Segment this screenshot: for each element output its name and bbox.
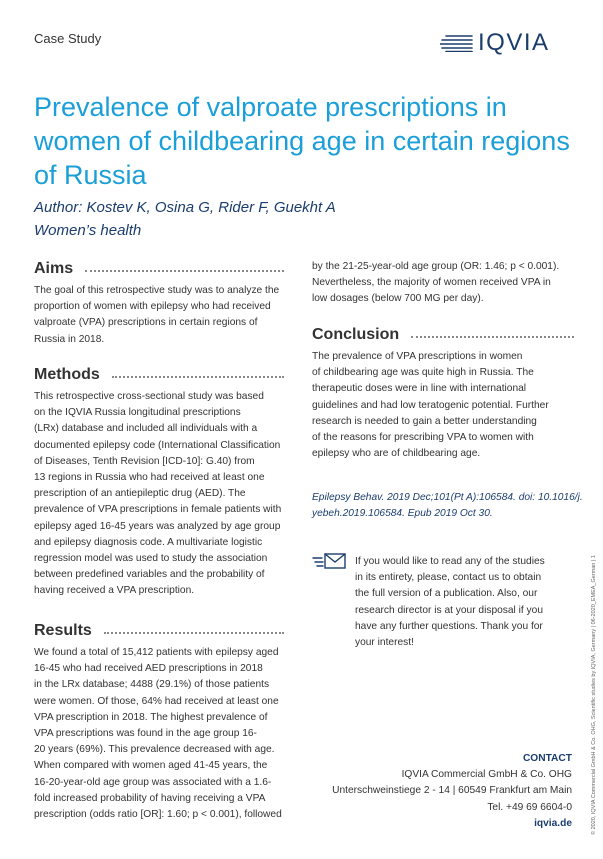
conclusion-line: therapeutic doses were in line with international — [312, 383, 527, 395]
envelope-icon — [312, 552, 346, 570]
right-column — [312, 0, 583, 859]
methods-heading: Methods — [34, 366, 284, 384]
contact-note-line: your interest! — [355, 637, 414, 649]
results-continued-line: Nevertheless, the majority of women received VPA in — [312, 277, 551, 289]
doc-type-label: Case Study — [34, 31, 102, 46]
contact-website-link[interactable]: iqvia.de — [534, 817, 572, 829]
results-heading: Results — [34, 622, 284, 640]
conclusion-text — [312, 349, 574, 462]
citation — [312, 490, 583, 522]
aims-line: valproate (VPA) prescriptions in certain regions of — [34, 317, 258, 329]
citation-line: yebeh.2019.106584. Epub 2019 Oct 30. — [312, 508, 493, 520]
methods-line: prevalence of VPA prescriptions in female patients with — [34, 504, 282, 516]
contact-address: Unterschweinstiege 2 - 14 | 60549 Frankfurt am Main — [332, 785, 572, 797]
results-text — [34, 645, 292, 823]
contact-block — [332, 751, 572, 832]
conclusion-heading: Conclusion — [312, 326, 574, 344]
contact-company: IQVIA Commercial GmbH & Co. OHG — [401, 769, 572, 781]
aims-heading: Aims — [34, 260, 284, 278]
footer-copyright: © 2020, IQVIA Commercial GmbH & Co. OHG, Scientific studies by IQVIA, Germany | 06-2020_EMEA_German | 1 — [591, 555, 597, 835]
results-line: prescription (odds ratio [OR]: 1.60; p < 0.001), followed — [34, 809, 282, 821]
results-line: were women. Of those, 64% had received at least one — [34, 695, 279, 707]
contact-note-line: research director is at your disposal if you — [355, 604, 543, 616]
results-line: When compared with women aged 41-45 years, the — [34, 760, 268, 772]
methods-line: This retrospective cross-sectional study was based — [34, 391, 264, 402]
results-line: in the LRx database; 4488 (29.1%) of those patients — [34, 679, 270, 691]
methods-line: epilepsy aged 16-45 years was analyzed by age group — [34, 520, 281, 532]
methods-line: (LRx) database and included all individuals with a — [34, 423, 258, 435]
conclusion-line: The prevalence of VPA prescriptions in women — [312, 351, 523, 362]
category: Women’s health — [34, 222, 142, 239]
page-title: Prevalence of valproate prescriptions in women of childbearing age in certain regions of Russia — [34, 92, 570, 190]
results-line: 16-45 who had received AED prescriptions in 2018 — [34, 663, 263, 675]
methods-line: on the IQVIA Russia longitudinal prescriptions — [34, 407, 241, 419]
authors: Author: Kostev K, Osina G, Rider F, Guekht A — [34, 199, 336, 216]
brand-wordmark: IQVIA — [478, 29, 550, 56]
methods-line: of Diseases, Tenth Revision [ICD-10]: G.40) from — [34, 455, 255, 467]
methods-line: having received a VPA prescription. — [34, 585, 195, 597]
methods-line: regression model was used to study the association — [34, 553, 268, 565]
left-column — [34, 0, 292, 859]
contact-note — [355, 554, 575, 651]
conclusion-line: research is needed to gain a better understanding — [312, 415, 537, 427]
aims-line: Russia in 2018. — [34, 333, 105, 345]
results-continued-line: by the 21-25-year-old age group (OR: 1.46; p < 0.001). — [312, 261, 560, 272]
citation-line: Epilepsy Behav. 2019 Dec;101(Pt A):106584. doi: 10.1016/j. — [312, 492, 583, 503]
results-continued-line: low dosages (below 700 MG per day). — [312, 293, 484, 305]
results-continued-text — [312, 259, 574, 308]
results-line: VPA prescriptions was found in the age group 16- — [34, 728, 257, 740]
methods-line: 13 regions in Russia who had received at least one — [34, 472, 265, 484]
contact-note-line: in its entirety, please, contact us to obtain — [355, 572, 542, 584]
methods-text — [34, 389, 292, 600]
aims-line: proportion of women with epilepsy who had received — [34, 301, 271, 313]
methods-line: between predefined variables and the probability of — [34, 569, 265, 581]
conclusion-line: guidelines and had low teratogenic potential. Further — [312, 399, 549, 411]
results-line: 20 years (69%). This prevalence decreased with age. — [34, 744, 275, 756]
conclusion-line: of childbearing age was quite high in Russia. The — [312, 367, 534, 379]
results-line: We found a total of 15,412 patients with epilepsy aged — [34, 647, 279, 658]
contact-note-line: If you would like to read any of the studies — [355, 556, 545, 567]
contact-heading: CONTACT — [522, 753, 572, 764]
contact-note-line: have any further questions. Thank you for — [355, 620, 543, 632]
methods-line: documented epilepsy code (International Classification — [34, 439, 281, 451]
results-line: VPA prescription in 2018. The highest prevalence of — [34, 711, 268, 723]
contact-phone: Tel. +49 69 6604-0 — [487, 801, 572, 813]
conclusion-line: of the reasons for prescribing VPA to women with — [312, 432, 534, 444]
conclusion-line: epilepsy who are of childbearing age. — [312, 448, 481, 460]
methods-line: prescription of an antiepileptic drug (AED). The — [34, 488, 246, 500]
results-line: fold increased probability of having receiving a VPA — [34, 792, 266, 804]
aims-text — [34, 283, 292, 348]
methods-line: and epilepsy diagnosis code. A multivariate logistic — [34, 536, 263, 548]
aims-line: The goal of this retrospective study was to analyze the — [34, 285, 280, 296]
results-line: 16-20-year-old age group was associated with a 1.6- — [34, 776, 272, 788]
contact-note-line: the full version of a publication. Also, our — [355, 588, 538, 600]
